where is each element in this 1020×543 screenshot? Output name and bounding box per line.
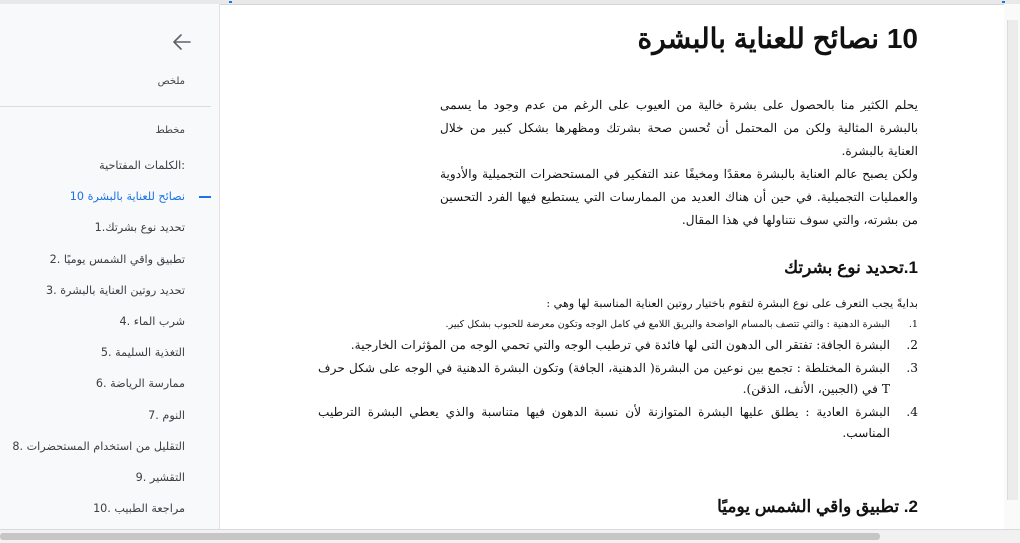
close-outline-button[interactable] [170, 30, 194, 54]
horizontal-scroll-thumb[interactable] [0, 533, 880, 540]
outline-item[interactable]: 4. شرب الماء [119, 314, 185, 328]
section-heading: 2. تطبيق واقي الشمس يوميًا [717, 497, 918, 516]
list-item [318, 358, 918, 400]
outline-item[interactable]: 3. تحديد روتين العناية بالبشرة [45, 283, 185, 297]
edge-marker [1002, 1, 1005, 3]
outline-item[interactable]: 2. تطبيق واقي الشمس يوميًا [49, 252, 185, 266]
list-number: 2. [906, 338, 918, 352]
outline-item[interactable]: 7. النوم [148, 408, 185, 422]
sidebar-divider [0, 106, 211, 107]
outline-label: مخطط [155, 125, 185, 136]
list-text: البشرة العادية : يطلق عليها البشرة المتوازنة لأن نسبة الدهون فيها متناسبة والذي يعطي البشرة الترطيب المناسب. [318, 405, 890, 440]
outline-item[interactable]: 10. مراجعة الطبيب [93, 502, 185, 516]
list-item [318, 402, 918, 444]
outline-item[interactable]: 5. التغذية السليمة [100, 346, 185, 360]
outline-item[interactable]: 8. التقليل من استخدام المستحضرات [12, 439, 185, 453]
list-item [318, 317, 918, 333]
document-title: 10 نصائح للعناية بالبشرة [637, 23, 918, 54]
horizontal-scrollbar[interactable] [0, 529, 1020, 543]
list-number: 4. [906, 405, 918, 419]
skin-types-list [318, 317, 918, 446]
outline-item[interactable]: 1.تحديد نوع بشرتك [94, 221, 185, 235]
vertical-scroll-thumb[interactable] [1007, 20, 1018, 500]
list-number: 1. [908, 319, 918, 330]
list-number: 3. [906, 361, 918, 375]
outline-item[interactable]: 9. التقشير [135, 470, 185, 484]
arrow-back-icon [173, 34, 191, 50]
outline-item[interactable]: الكلمات المفتاحية: [99, 159, 185, 172]
list-text: البشرة الجافة: تفتقر الى الدهون التى لها فائدة في ترطيب الوجه والتي تحمي الوجه من المؤثرات الخارجية. [350, 338, 890, 352]
outline-item[interactable]: 6. ممارسة الرياضة [95, 377, 185, 391]
intro-paragraph: يحلم الكثير منا بالحصول على بشرة خالية من العيوب على الرغم من عدم وجود ما يسمى بالبشرة المثالية ولكن من المحتمل أن تُحسن صحة بشرتك ومظهرها بشكل كبير من خلال العناية بالبشرة. ولكن يصبح عالم العناية بالبشرة معقدًا ومخيفًا عند التفكير في المستحضرات التجميلية والأدوية والعمليات التجميلية. في حين أن هناك العديد من الممارسات التي يستطيع فيها الفرد التحسين من بشرته، والتي سوف نتناولها في هذا المقال. [440, 98, 918, 227]
list-text: البشرة المختلطة : تجمع بين نوعين من البشرة( الدهنية، الجافة) وتكون البشرة الدهنية في الوجه على شكل حرف T في (الجبين، الأنف، الذقن). [318, 361, 890, 396]
outline-sidebar [0, 4, 220, 529]
section-heading: 1.تحديد نوع بشرتك [784, 258, 918, 277]
outline-item-active[interactable]: 10 نصائح للعناية بالبشرة [12, 186, 185, 217]
document-page[interactable] [220, 4, 1020, 529]
list-text: البشرة الدهنية : والتي تتصف بالمسام الواضحة والبريق اللامع في كامل الوجه وتكون معرضة للحبوب بشكل كبير. [445, 319, 890, 330]
section-lead: بدايةً يجب التعرف على نوع البشرة لتقوم باختيار روتين العناية المناسبة لها وهي : [546, 297, 918, 310]
summary-label: ملخص [157, 76, 185, 87]
edge-marker [229, 1, 232, 3]
list-item [318, 335, 918, 356]
outline-list [12, 155, 185, 529]
